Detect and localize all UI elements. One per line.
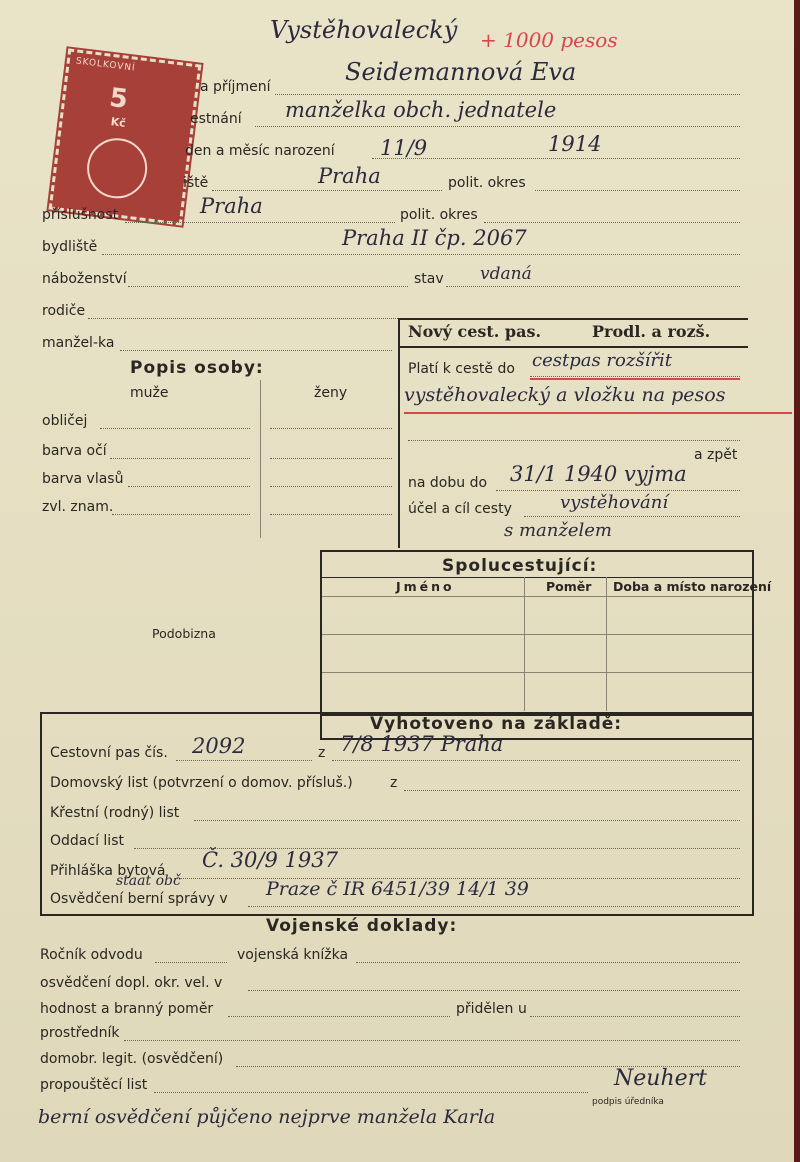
dots <box>120 350 392 351</box>
dots <box>112 514 250 515</box>
label-prostrednik: prostředník <box>40 1025 120 1041</box>
vyhotoveno-row-label: Osvědčení berní správy v <box>50 891 228 907</box>
col-divider <box>524 577 525 711</box>
dots <box>356 962 740 963</box>
header-note-left: Vystěhovalecký <box>270 16 458 44</box>
vyhotoveno-title: Vyhotoveno na základě: <box>370 714 623 734</box>
value-rodiste: Praha <box>318 164 381 188</box>
dots <box>530 376 740 377</box>
value-plati: cestpas rozšířit <box>532 350 672 371</box>
label-ucel: účel a cíl cesty <box>408 501 512 517</box>
spolucestujici-title: Spolucestující: <box>442 556 598 576</box>
vyhotoveno-row-label: Domovský list (potvrzení o domov. přísluš.) <box>50 775 353 791</box>
value-stav: vdaná <box>480 264 532 284</box>
value-plati-2: vystěhovalecký a vložku na pesos <box>404 384 726 406</box>
label-osvedceni: osvědčení dopl. okr. vel. v <box>40 975 223 991</box>
stamp-value: 5 <box>107 82 130 115</box>
table-header-top <box>322 577 752 578</box>
dots <box>128 486 250 487</box>
popis-title: Popis osoby: <box>130 358 264 378</box>
label-zamestnani: estnání <box>190 111 242 127</box>
vyhotoveno-value-2: staat obč <box>116 873 181 889</box>
label-stav: stav <box>414 271 444 287</box>
popis-row: barva očí <box>42 443 107 459</box>
revenue-stamp <box>49 48 202 225</box>
stamp-unit: Kč <box>109 115 127 130</box>
vyhotoveno-row-label: Křestní (rodný) list <box>50 805 180 821</box>
pas-title-right: Prodl. a rozš. <box>592 322 711 341</box>
label-na-dobu: na dobu do <box>408 475 488 491</box>
col-divider <box>606 577 607 711</box>
label-propousteci: propouštěcí list <box>40 1077 148 1093</box>
dots <box>270 428 392 429</box>
dots <box>125 222 395 223</box>
dots <box>372 158 740 159</box>
red-underline <box>404 412 792 414</box>
value-ucel-2: s manželem <box>504 520 612 541</box>
value-prislusnost: Praha <box>200 194 263 218</box>
dots <box>194 820 740 821</box>
table-row-line <box>322 634 752 635</box>
page-edge <box>794 0 800 1162</box>
label-pridelen: přidělen <box>456 1001 514 1017</box>
col-doba: Doba a místo narození <box>613 579 772 594</box>
label-rodiste: iště <box>183 175 209 191</box>
dots <box>408 440 740 441</box>
vyhotoveno-row-label: Oddací list <box>50 833 124 849</box>
dots <box>404 790 740 791</box>
dots <box>270 486 392 487</box>
pas-top-border <box>398 318 748 320</box>
dots <box>484 222 740 223</box>
dots <box>332 760 740 761</box>
dots <box>128 286 408 287</box>
dots <box>496 490 740 491</box>
value-narozeni-den: 11/9 <box>380 136 428 160</box>
dots <box>535 190 740 191</box>
vyhotoveno-value-2: 7/8 1937 Praha <box>340 732 504 756</box>
label-nabozenstvi: náboženství <box>42 271 127 287</box>
label-polit-okres: polit. okres <box>448 175 526 191</box>
label-hodnost: hodnost a branný poměr <box>40 1001 214 1017</box>
official-signature: Neuhert <box>614 1066 707 1091</box>
label-rodice: rodiče <box>42 303 86 319</box>
popis-divider <box>260 380 261 538</box>
label-polit-okres-2: polit. okres <box>400 207 478 223</box>
value-ucel: vystěhování <box>560 492 669 513</box>
vyhotoveno-row-label: Cestovní pas čís. <box>50 745 168 761</box>
lion-emblem-icon <box>84 135 151 202</box>
value-jmeno: Seidemannová Eva <box>345 58 577 86</box>
dots <box>155 962 227 963</box>
dots <box>270 514 392 515</box>
header-note-right: + 1000 pesos <box>480 28 618 52</box>
popis-muze: muže <box>130 385 169 401</box>
dots <box>248 990 740 991</box>
label-bydliste: bydliště <box>42 239 98 255</box>
value-bydliste: Praha II čp. 2067 <box>342 226 527 250</box>
dots <box>228 1016 450 1017</box>
label-jmeno: a příjmení <box>200 79 271 95</box>
stamp-top-text: SKOLKOVNÍ <box>75 56 137 74</box>
label-manzel: manžel-ka <box>42 335 115 351</box>
red-underline <box>530 378 740 380</box>
popis-zeny: ženy <box>314 385 348 401</box>
dots <box>110 458 250 459</box>
dots <box>248 906 740 907</box>
label-narozeni: den a měsíc narození <box>185 143 335 159</box>
value-na-dobu: 31/1 1940 vyjma <box>510 462 687 486</box>
dots <box>530 1016 740 1017</box>
pas-title-left: Nový cest. pas. <box>408 322 542 341</box>
vyhotoveno-value: Praze č IR 6451/39 14/1 39 <box>266 878 529 900</box>
label-podpis: podpis úředníka <box>592 1097 664 1107</box>
dots <box>212 190 442 191</box>
col-pomer: Poměr <box>546 579 592 594</box>
popis-row: obličej <box>42 413 88 429</box>
vyhotoveno-row-label: Přihláška bytová <box>50 863 166 879</box>
pas-title-underline <box>398 346 748 348</box>
dots <box>154 1092 588 1093</box>
dots <box>275 94 740 95</box>
dots <box>270 458 392 459</box>
dots <box>255 126 740 127</box>
vojenske-title: Vojenské doklady: <box>266 916 458 936</box>
podobizna-label: Podobizna <box>152 626 216 641</box>
footer-note: berní osvědčení půjčeno nejprve manžela Karla <box>38 1106 496 1128</box>
popis-row: barva vlasů <box>42 471 124 487</box>
vyhotoveno-row-mid: z <box>318 745 326 761</box>
table-row-line <box>322 672 752 673</box>
label-plati: Platí k cestě do <box>408 361 515 377</box>
label-prislusnost: příslušnost <box>42 207 119 223</box>
dots <box>446 286 740 287</box>
col-jmeno: Jméno <box>396 579 455 594</box>
label-a-zpet: a zpět <box>694 447 738 463</box>
vyhotoveno-value: 2092 <box>192 734 246 758</box>
label-u: u <box>518 1001 527 1017</box>
pas-left-border <box>398 318 400 548</box>
label-domobr: domobr. legit. (osvědčení) <box>40 1051 224 1067</box>
dots <box>124 1040 740 1041</box>
dots <box>176 760 312 761</box>
vyhotoveno-row-mid: z <box>390 775 398 791</box>
dots <box>102 254 740 255</box>
label-rocnik: Ročník odvodu <box>40 947 143 963</box>
table-header-bottom <box>322 596 752 597</box>
vyhotoveno-value: Č. 30/9 1937 <box>202 848 338 872</box>
label-knizka: vojenská knížka <box>237 947 349 963</box>
value-narozeni-rok: 1914 <box>548 132 602 156</box>
value-zamestnani: manželka obch. jednatele <box>285 98 557 122</box>
popis-row: zvl. znam. <box>42 499 114 515</box>
dots <box>524 516 740 517</box>
dots <box>100 428 250 429</box>
